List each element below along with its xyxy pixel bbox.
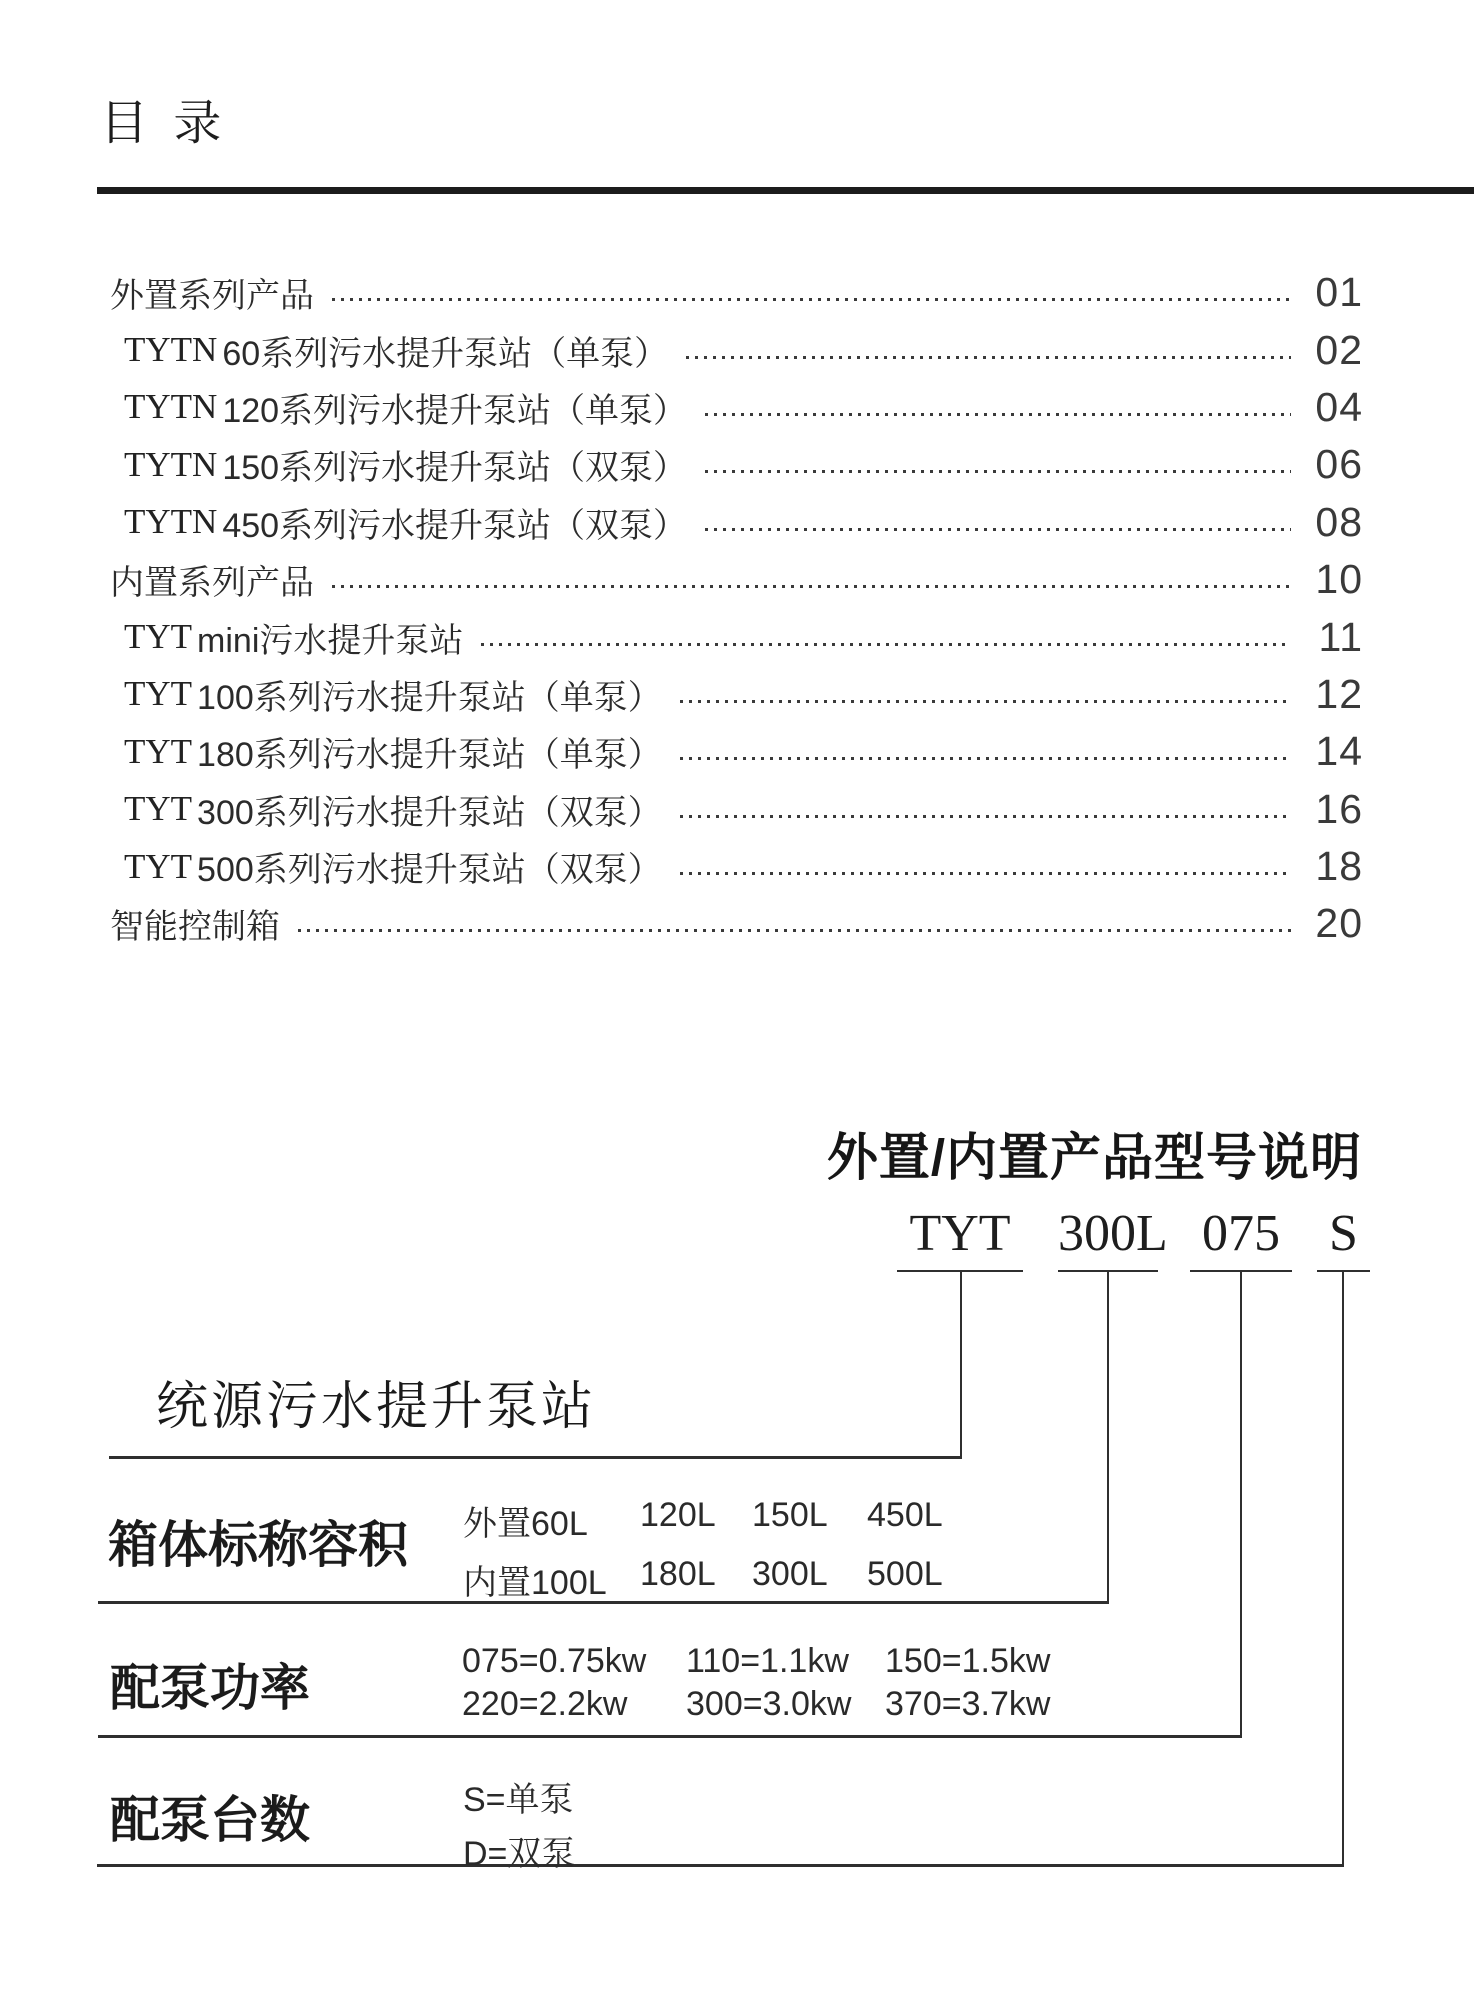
toc-row[interactable] — [97, 723, 1363, 780]
toc-item-prefix: TYT — [124, 674, 193, 714]
spec-cell: 220=2.2kw — [462, 1685, 628, 1723]
connector-vline-pumps — [1342, 1272, 1344, 1865]
toc-item-label: 内置系列产品 — [110, 564, 314, 603]
toc-page-number: 08 — [1315, 498, 1363, 545]
toc-leader-dots — [705, 528, 1291, 531]
spec-cell: 300=3.0kw — [686, 1685, 852, 1723]
toc-row[interactable] — [97, 895, 1363, 952]
connector-vline-capacity — [1107, 1272, 1109, 1603]
toc-item-prefix: TYT — [124, 617, 193, 657]
connector-hline-power — [98, 1735, 1242, 1738]
toc-page-number: 16 — [1315, 785, 1363, 832]
toc-row[interactable] — [97, 608, 1363, 665]
spec-cell: 075=0.75kw — [462, 1642, 647, 1680]
toc-item-label: 智能控制箱 — [110, 908, 280, 947]
toc-leader-dots — [705, 413, 1291, 416]
toc-item-prefix: TYT — [124, 731, 193, 771]
spec-cell: 150L — [752, 1496, 828, 1534]
toc-leader-dots — [680, 815, 1291, 818]
toc-page-number: 20 — [1315, 900, 1363, 947]
toc-row[interactable] — [97, 551, 1363, 608]
toc-page-number: 18 — [1315, 843, 1363, 890]
connector-vline-power — [1240, 1272, 1242, 1736]
toc-item-prefix: TYT — [124, 846, 193, 886]
connector-vline-series — [960, 1272, 962, 1458]
model-code-power-text: 075 — [1202, 1205, 1280, 1262]
toc-item-label: 450系列污水提升泵站（双泵） — [222, 506, 688, 545]
connector-hline-brand — [109, 1456, 962, 1459]
spec-cell: 370=3.7kw — [885, 1685, 1051, 1723]
spec-cell: S=单泵 — [463, 1781, 574, 1819]
model-code-power — [1190, 1204, 1292, 1263]
spec-cell: D=双泵 — [463, 1835, 576, 1873]
toc-item-label: 120系列污水提升泵站（单泵） — [222, 391, 688, 430]
model-code-series-text: TYT — [909, 1205, 1011, 1262]
page-title: 目 录 — [100, 97, 228, 150]
toc-leader-dots — [680, 700, 1291, 703]
toc-leader-dots — [332, 298, 1291, 301]
model-code-series — [897, 1204, 1023, 1263]
model-code-capacity — [1058, 1204, 1168, 1263]
toc-page-number: 14 — [1315, 728, 1363, 775]
spec-cell: 500L — [867, 1555, 943, 1593]
toc-row[interactable] — [97, 436, 1363, 493]
spec-values-pumps — [463, 1772, 575, 1875]
toc-page-number: 11 — [1318, 613, 1363, 660]
toc-item-prefix: TYTN — [124, 502, 218, 542]
spec-values-capacity — [463, 1496, 943, 1604]
toc-page-number: 10 — [1315, 556, 1363, 603]
spec-label-capacity: 箱体标称容积 — [108, 1517, 408, 1573]
toc-page-number: 02 — [1315, 326, 1363, 373]
toc-item-prefix: TYT — [124, 789, 193, 829]
toc-row[interactable] — [97, 838, 1363, 895]
spec-cell: 外置60L — [463, 1505, 588, 1543]
toc-row[interactable] — [97, 264, 1363, 321]
toc — [97, 264, 1363, 953]
spec-cell: 内置100L — [463, 1564, 607, 1602]
toc-item-label: mini污水提升泵站 — [197, 621, 464, 660]
spec-cell: 450L — [867, 1496, 943, 1534]
toc-row[interactable] — [97, 666, 1363, 723]
spec-cell: 120L — [640, 1496, 716, 1534]
toc-leader-dots — [481, 643, 1291, 646]
spec-values-power — [462, 1642, 1050, 1724]
toc-item-label: 180系列污水提升泵站（单泵） — [197, 736, 662, 775]
toc-item-prefix: TYTN — [124, 387, 218, 427]
toc-item-label: 外置系列产品 — [110, 277, 314, 316]
toc-leader-dots — [298, 929, 1291, 932]
toc-leader-dots — [680, 757, 1291, 760]
title-rule — [97, 187, 1474, 194]
connector-hline-pumps — [97, 1864, 1344, 1867]
model-guide-title: 外置/内置产品型号说明 — [826, 1129, 1362, 1186]
toc-row[interactable] — [97, 494, 1363, 551]
spec-cell: 300L — [752, 1555, 828, 1593]
model-code-pumps — [1317, 1204, 1370, 1263]
toc-page-number: 04 — [1315, 383, 1363, 430]
spec-cell: 110=1.1kw — [686, 1642, 849, 1680]
toc-leader-dots — [332, 585, 1291, 588]
toc-leader-dots — [705, 470, 1291, 473]
model-code-capacity-text: 300L — [1058, 1205, 1168, 1262]
toc-page-number: 12 — [1315, 670, 1363, 717]
toc-page-number: 01 — [1315, 269, 1363, 316]
spec-label-pumps: 配泵台数 — [110, 1792, 310, 1848]
spec-cell: 180L — [640, 1555, 716, 1593]
toc-row[interactable] — [97, 781, 1363, 838]
toc-item-label: 300系列污水提升泵站（双泵） — [197, 793, 662, 832]
spec-label-power: 配泵功率 — [110, 1660, 310, 1716]
toc-row[interactable] — [97, 321, 1363, 378]
toc-leader-dots — [680, 872, 1291, 875]
toc-row[interactable] — [97, 379, 1363, 436]
toc-item-label: 500系列污水提升泵站（双泵） — [197, 851, 662, 890]
model-code-pumps-text: S — [1329, 1205, 1358, 1262]
toc-item-prefix: TYTN — [124, 330, 218, 370]
brand-name: 统源污水提升泵站 — [156, 1379, 597, 1436]
toc-item-prefix: TYTN — [124, 444, 218, 484]
spec-cell: 150=1.5kw — [885, 1642, 1051, 1680]
toc-item-label: 150系列污水提升泵站（双泵） — [222, 449, 688, 488]
toc-item-label: 60系列污水提升泵站（单泵） — [222, 334, 669, 373]
toc-page-number: 06 — [1315, 441, 1363, 488]
toc-item-label: 100系列污水提升泵站（单泵） — [197, 678, 662, 717]
toc-leader-dots — [686, 356, 1291, 359]
